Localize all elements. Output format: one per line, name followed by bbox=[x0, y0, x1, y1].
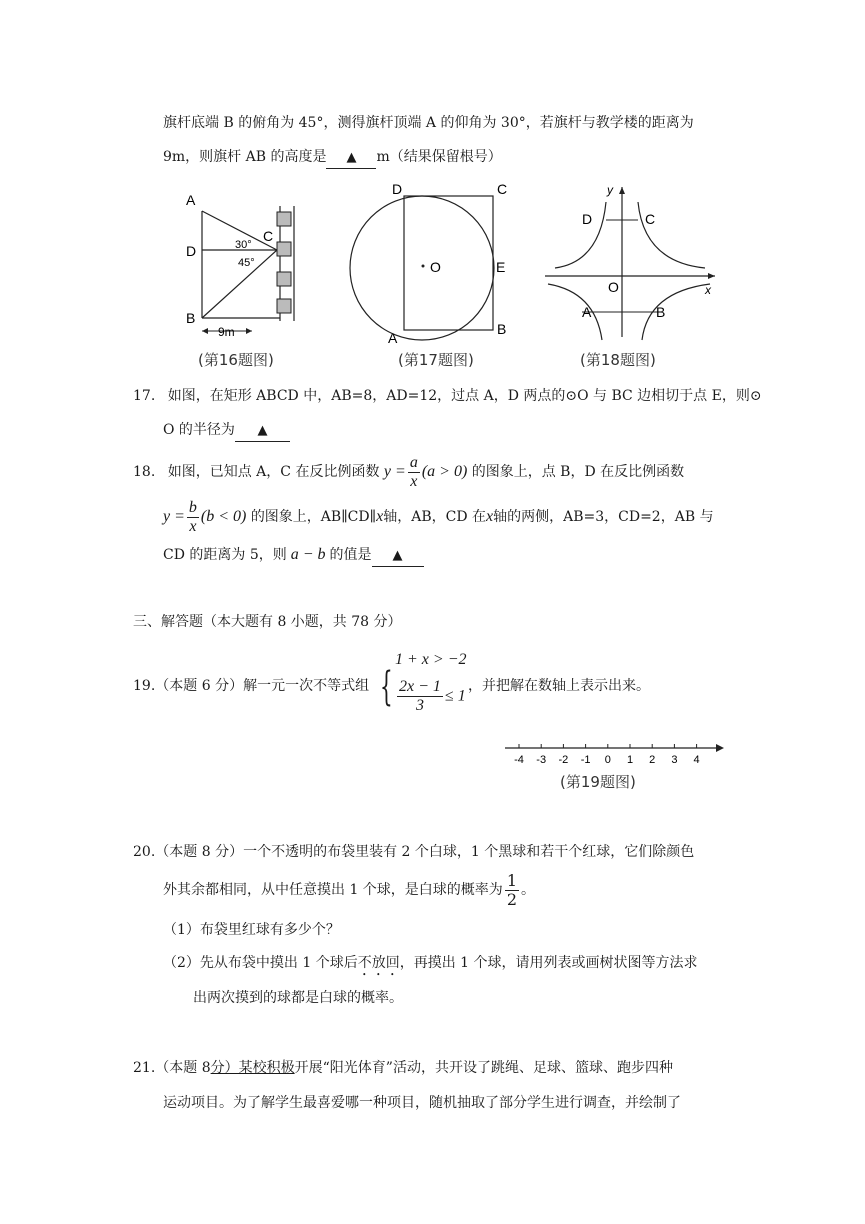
label-d: D bbox=[582, 211, 593, 227]
fig18-caption: (第18题图) bbox=[580, 351, 656, 369]
tick-group bbox=[514, 744, 700, 766]
circle-o bbox=[350, 196, 494, 340]
problem15-text: 9m，则旗杆 AB 的高度是 bbox=[163, 149, 327, 165]
tick-label: 4 bbox=[693, 754, 700, 766]
tick-label: 1 bbox=[626, 754, 634, 766]
var-x: x bbox=[376, 508, 384, 525]
problem20-q2-line2: 出两次摸到的球都是白球的概率。 bbox=[193, 990, 403, 1006]
axis-arrow bbox=[716, 744, 724, 752]
problem20-q2 bbox=[163, 953, 698, 979]
label-x: x bbox=[705, 283, 711, 297]
problem21-text-post: 开展“阳光体育”活动，共开设了跳绳、足球、篮球、跑步四种 bbox=[294, 1060, 673, 1076]
label-c: C bbox=[645, 211, 656, 227]
label-b: B bbox=[497, 321, 507, 337]
window bbox=[277, 272, 291, 286]
frac-num: b bbox=[188, 498, 197, 516]
problem19-prefix: 19.（本题 6 分）解一元一次不等式组 bbox=[133, 678, 370, 694]
tick-label: 3 bbox=[671, 754, 678, 766]
label-b: B bbox=[186, 310, 196, 326]
window bbox=[277, 299, 291, 313]
problem18-line3 bbox=[163, 545, 424, 567]
problem18-text: CD 的距离为 5，则 bbox=[163, 547, 287, 563]
fraction-2x-1-over-3 bbox=[397, 678, 443, 715]
x-arrow bbox=[708, 273, 715, 279]
problem17-line2 bbox=[163, 420, 290, 442]
formula-cond: (a > 0) bbox=[421, 463, 468, 480]
problem18-text: 的值是 bbox=[329, 547, 372, 563]
problem20-line2 bbox=[163, 870, 535, 910]
problem18-line1 bbox=[133, 452, 684, 492]
var-x: x bbox=[486, 508, 494, 525]
problem17-line1 bbox=[133, 386, 762, 406]
frac-den: 2 bbox=[506, 889, 517, 909]
problem15-text-post: m（结果保留根号） bbox=[376, 149, 502, 165]
frac-den: 3 bbox=[415, 697, 424, 714]
emphasized-text: 不放回 bbox=[357, 955, 400, 971]
fig16-caption: (第16题图) bbox=[198, 351, 274, 369]
label-a: A bbox=[186, 192, 196, 208]
tick-label: 2 bbox=[649, 754, 656, 766]
underlined-text: 分）某校积极 bbox=[210, 1060, 295, 1076]
tick-label: -1 bbox=[580, 754, 591, 766]
problem21-text: 21.（本题 8 bbox=[133, 1060, 211, 1076]
problem21-line1 bbox=[133, 1058, 673, 1078]
label-d: D bbox=[392, 181, 403, 197]
q2-text: （2）先从布袋中摸出 1 个球后 bbox=[163, 955, 358, 971]
window bbox=[277, 212, 291, 226]
problem20-line1: 20.（本题 8 分）一个不透明的布袋里装有 2 个白球，1 个黑球和若干个红球，它们除颜色 bbox=[133, 844, 695, 860]
rectangle-abcd bbox=[404, 196, 493, 330]
center-dot bbox=[422, 265, 425, 268]
section-title: 三、解答题（本大题有 8 小题，共 78 分） bbox=[133, 614, 402, 630]
expression: a − b bbox=[290, 546, 326, 563]
fraction-b-over-x bbox=[187, 499, 199, 536]
problem20-text: 外其余都相同，从中任意摸出 1 个球，是白球的概率为 bbox=[163, 882, 503, 898]
brace: { bbox=[380, 664, 393, 710]
problem15-line1: 旗杆底端 B 的俯角为 45°，测得旗杆顶端 A 的仰角为 30°，若旗杆与教学楼的距离为 bbox=[163, 115, 694, 131]
figure-17 bbox=[345, 178, 525, 348]
frac-num: 1 bbox=[506, 870, 517, 890]
label-o: O bbox=[430, 259, 441, 275]
problem17-text: 如图，在矩形 ABCD 中，AB=8，AD=12，过点 A，D 两点的⊙O 与 BC 边相切于点 E，则⊙ bbox=[167, 388, 762, 404]
window bbox=[277, 242, 291, 256]
figure-16 bbox=[180, 186, 320, 346]
frac-num: a bbox=[409, 453, 418, 471]
fig19-caption: (第19题图) bbox=[560, 773, 636, 791]
problem18-text: 轴的两侧，AB=3，CD=2，AB 与 bbox=[493, 509, 714, 525]
q2-text-post: ，再摸出 1 个球，请用列表或画树状图等方法求 bbox=[399, 955, 698, 971]
answer-blank: ▲ bbox=[372, 546, 424, 567]
y-arrow bbox=[619, 187, 625, 194]
label-b: B bbox=[656, 304, 666, 320]
problem18-text: 如图，已知点 A，C 在反比例函数 bbox=[167, 464, 380, 480]
answer-blank: ▲ bbox=[235, 421, 290, 442]
frac-den: x bbox=[410, 472, 418, 490]
inequality-2 bbox=[395, 678, 466, 715]
angle-30: 30° bbox=[235, 239, 252, 251]
frac-num: 2x − 1 bbox=[399, 678, 441, 695]
distance-label: 9m bbox=[218, 325, 235, 339]
relation: ≤ 1 bbox=[444, 687, 466, 705]
fraction-a-over-x bbox=[408, 454, 420, 491]
tick-label: -2 bbox=[558, 754, 569, 766]
label-c: C bbox=[263, 228, 274, 244]
fig17-caption: (第17题图) bbox=[398, 351, 474, 369]
formula-cond: (b < 0) bbox=[200, 508, 247, 525]
number-line bbox=[500, 738, 730, 768]
tick-label: -3 bbox=[536, 754, 547, 766]
curve-top-left bbox=[555, 202, 606, 268]
problem-number: 17. bbox=[133, 388, 156, 404]
problem20-q1: （1）布袋里红球有多少个？ bbox=[163, 922, 340, 938]
problem18-line2 bbox=[163, 497, 714, 537]
label-y: y bbox=[607, 183, 613, 197]
label-c: C bbox=[497, 181, 508, 197]
tick-label: -4 bbox=[514, 754, 524, 766]
problem-number: 18. bbox=[133, 464, 156, 480]
frac-den: x bbox=[189, 517, 197, 535]
problem21-line2: 运动项目。为了解学生最喜爱哪一种项目，随机抽取了部分学生进行调查，并绘制了 bbox=[163, 1095, 681, 1111]
label-a: A bbox=[582, 304, 592, 320]
label-o: O bbox=[608, 279, 619, 295]
formula-lhs: y = bbox=[163, 508, 185, 525]
figure-18 bbox=[540, 182, 725, 342]
label-d: D bbox=[186, 243, 197, 259]
formula-lhs: y = bbox=[383, 463, 406, 480]
problem18-text: 轴，AB，CD 在 bbox=[383, 509, 486, 525]
label-e: E bbox=[496, 259, 506, 275]
tick-label: 0 bbox=[604, 754, 611, 766]
problem19-suffix: ，并把解在数轴上表示出来。 bbox=[468, 678, 650, 694]
inequality-1: 1 + x > −2 bbox=[395, 651, 467, 668]
fraction-one-half bbox=[505, 872, 519, 909]
problem18-text-post: 的图象上，点 B，D 在反比例函数 bbox=[471, 464, 685, 480]
label-a: A bbox=[388, 330, 398, 346]
problem18-text: 的图象上，AB∥CD∥ bbox=[250, 509, 377, 525]
problem20-text-post: 。 bbox=[521, 882, 535, 898]
problem17-text2: O 的半径为 bbox=[163, 422, 235, 438]
angle-45: 45° bbox=[238, 257, 255, 269]
problem15-line2 bbox=[163, 147, 502, 169]
answer-blank: ▲ bbox=[326, 148, 376, 169]
